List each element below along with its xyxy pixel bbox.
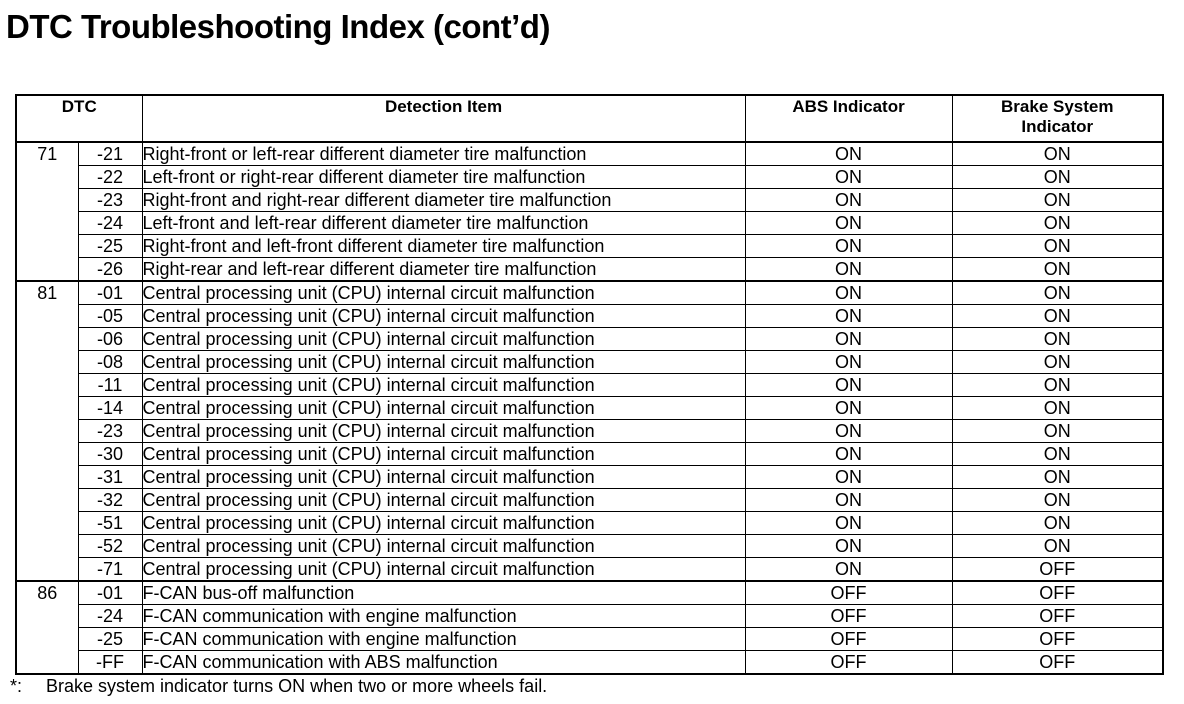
detection-item: Central processing unit (CPU) internal circuit malfunction: [142, 443, 745, 466]
table-row: [16, 305, 1163, 328]
brake-system-indicator-value: OFF: [952, 628, 1163, 651]
detection-item: Right-front and right-rear different diameter tire malfunction: [142, 189, 745, 212]
brake-system-indicator-value: ON: [952, 189, 1163, 212]
detection-item: Left-front or right-rear different diameter tire malfunction: [142, 166, 745, 189]
table-row: [16, 281, 1163, 305]
header-abs-indicator: ABS Indicator: [745, 95, 952, 142]
abs-indicator-value: ON: [745, 281, 952, 305]
brake-system-indicator-value: ON: [952, 235, 1163, 258]
brake-system-indicator-value: OFF: [952, 581, 1163, 605]
abs-indicator-value: ON: [745, 305, 952, 328]
table-header-row: [16, 95, 1163, 142]
detection-item: Right-rear and left-rear different diameter tire malfunction: [142, 258, 745, 282]
dtc-sub-code: -25: [78, 235, 142, 258]
detection-item: Central processing unit (CPU) internal circuit malfunction: [142, 489, 745, 512]
dtc-index-table: [15, 94, 1164, 675]
abs-indicator-value: ON: [745, 166, 952, 189]
brake-system-indicator-value: ON: [952, 351, 1163, 374]
abs-indicator-value: ON: [745, 466, 952, 489]
detection-item: Central processing unit (CPU) internal circuit malfunction: [142, 535, 745, 558]
dtc-sub-code: -08: [78, 351, 142, 374]
table-row: [16, 258, 1163, 282]
dtc-main-code: 86: [16, 581, 78, 674]
table-row: [16, 374, 1163, 397]
dtc-sub-code: -25: [78, 628, 142, 651]
table-row: [16, 212, 1163, 235]
abs-indicator-value: ON: [745, 189, 952, 212]
brake-system-indicator-value: ON: [952, 489, 1163, 512]
table-row: [16, 420, 1163, 443]
detection-item: Central processing unit (CPU) internal circuit malfunction: [142, 420, 745, 443]
brake-system-indicator-value: OFF: [952, 605, 1163, 628]
abs-indicator-value: ON: [745, 142, 952, 166]
abs-indicator-value: ON: [745, 512, 952, 535]
dtc-sub-code: -11: [78, 374, 142, 397]
table-row: [16, 166, 1163, 189]
dtc-sub-code: -71: [78, 558, 142, 582]
dtc-sub-code: -26: [78, 258, 142, 282]
dtc-sub-code: -21: [78, 142, 142, 166]
dtc-main-code: 71: [16, 142, 78, 281]
dtc-sub-code: -51: [78, 512, 142, 535]
dtc-sub-code: -23: [78, 189, 142, 212]
dtc-sub-code: -23: [78, 420, 142, 443]
dtc-sub-code: -22: [78, 166, 142, 189]
dtc-main-code: 81: [16, 281, 78, 581]
brake-system-indicator-value: ON: [952, 258, 1163, 282]
abs-indicator-value: ON: [745, 212, 952, 235]
detection-item: F-CAN communication with ABS malfunction: [142, 651, 745, 675]
header-dtc: DTC: [16, 95, 142, 142]
abs-indicator-value: OFF: [745, 605, 952, 628]
abs-indicator-value: ON: [745, 258, 952, 282]
header-detection-item: Detection Item: [142, 95, 745, 142]
dtc-sub-code: -52: [78, 535, 142, 558]
brake-system-indicator-value: OFF: [952, 558, 1163, 582]
detection-item: Central processing unit (CPU) internal circuit malfunction: [142, 374, 745, 397]
dtc-sub-code: -31: [78, 466, 142, 489]
dtc-sub-code: -30: [78, 443, 142, 466]
abs-indicator-value: ON: [745, 420, 952, 443]
dtc-sub-code: -24: [78, 212, 142, 235]
footnote: [10, 676, 547, 697]
dtc-sub-code: -01: [78, 281, 142, 305]
abs-indicator-value: ON: [745, 351, 952, 374]
brake-system-indicator-value: ON: [952, 535, 1163, 558]
dtc-sub-code: -01: [78, 581, 142, 605]
table-body: [16, 142, 1163, 674]
table-row: [16, 651, 1163, 675]
abs-indicator-value: ON: [745, 558, 952, 582]
table-row: [16, 628, 1163, 651]
footnote-mark: *:: [10, 676, 23, 696]
detection-item: Central processing unit (CPU) internal circuit malfunction: [142, 305, 745, 328]
brake-system-indicator-value: ON: [952, 142, 1163, 166]
brake-system-indicator-value: ON: [952, 466, 1163, 489]
brake-system-indicator-value: ON: [952, 281, 1163, 305]
dtc-sub-code: -24: [78, 605, 142, 628]
table-row: [16, 142, 1163, 166]
table-row: [16, 328, 1163, 351]
footnote-text: Brake system indicator turns ON when two or more wheels fail.: [46, 676, 548, 696]
dtc-sub-code: -14: [78, 397, 142, 420]
abs-indicator-value: OFF: [745, 651, 952, 675]
brake-system-indicator-value: ON: [952, 328, 1163, 351]
abs-indicator-value: ON: [745, 535, 952, 558]
brake-system-indicator-value: ON: [952, 512, 1163, 535]
brake-system-indicator-value: ON: [952, 305, 1163, 328]
table-row: [16, 189, 1163, 212]
abs-indicator-value: ON: [745, 328, 952, 351]
abs-indicator-value: ON: [745, 443, 952, 466]
brake-system-indicator-value: ON: [952, 420, 1163, 443]
dtc-sub-code: -05: [78, 305, 142, 328]
table-row: [16, 466, 1163, 489]
brake-system-indicator-value: ON: [952, 374, 1163, 397]
detection-item: Left-front and left-rear different diameter tire malfunction: [142, 212, 745, 235]
table-row: [16, 351, 1163, 374]
detection-item: F-CAN bus-off malfunction: [142, 581, 745, 605]
detection-item: Central processing unit (CPU) internal circuit malfunction: [142, 328, 745, 351]
abs-indicator-value: OFF: [745, 581, 952, 605]
brake-system-indicator-value: ON: [952, 212, 1163, 235]
table-row: [16, 535, 1163, 558]
detection-item: Central processing unit (CPU) internal circuit malfunction: [142, 397, 745, 420]
table-row: [16, 489, 1163, 512]
table-row: [16, 558, 1163, 582]
detection-item: Central processing unit (CPU) internal circuit malfunction: [142, 351, 745, 374]
dtc-sub-code: -32: [78, 489, 142, 512]
brake-system-indicator-value: OFF: [952, 651, 1163, 675]
table-row: [16, 605, 1163, 628]
abs-indicator-value: ON: [745, 397, 952, 420]
detection-item: Right-front or left-rear different diameter tire malfunction: [142, 142, 745, 166]
dtc-sub-code: -06: [78, 328, 142, 351]
detection-item: Central processing unit (CPU) internal circuit malfunction: [142, 466, 745, 489]
dtc-sub-code: -FF: [78, 651, 142, 675]
brake-system-indicator-value: ON: [952, 397, 1163, 420]
table-row: [16, 512, 1163, 535]
header-brake-system-indicator: Brake System Indicator: [952, 95, 1163, 142]
table-row: [16, 235, 1163, 258]
table-row: [16, 581, 1163, 605]
brake-system-indicator-value: ON: [952, 443, 1163, 466]
brake-system-indicator-value: ON: [952, 166, 1163, 189]
abs-indicator-value: ON: [745, 374, 952, 397]
abs-indicator-value: ON: [745, 235, 952, 258]
table-row: [16, 397, 1163, 420]
detection-item: Central processing unit (CPU) internal circuit malfunction: [142, 512, 745, 535]
detection-item: Central processing unit (CPU) internal circuit malfunction: [142, 558, 745, 582]
detection-item: Right-front and left-front different diameter tire malfunction: [142, 235, 745, 258]
abs-indicator-value: ON: [745, 489, 952, 512]
page-title: DTC Troubleshooting Index (cont’d): [6, 8, 550, 45]
detection-item: F-CAN communication with engine malfunction: [142, 605, 745, 628]
detection-item: F-CAN communication with engine malfunction: [142, 628, 745, 651]
detection-item: Central processing unit (CPU) internal circuit malfunction: [142, 281, 745, 305]
table-row: [16, 443, 1163, 466]
abs-indicator-value: OFF: [745, 628, 952, 651]
